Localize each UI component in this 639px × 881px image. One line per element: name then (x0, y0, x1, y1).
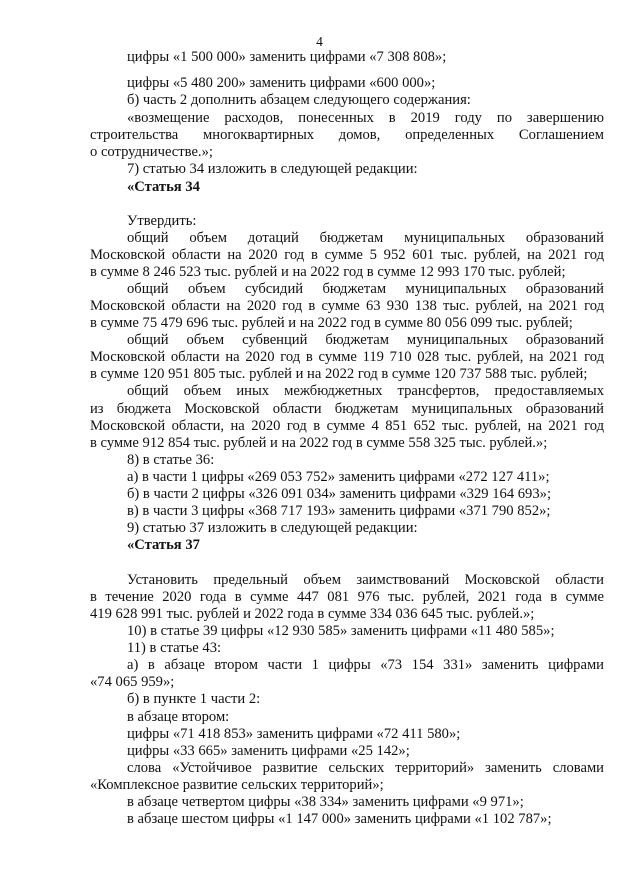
text-line: 11) в статье 43: (127, 640, 222, 656)
text-line: б) в пункте 1 части 2: (127, 691, 261, 707)
text-line: «74 065 959»; (90, 674, 175, 690)
text-line: в абзаце шестом цифры «1 147 000» заменить цифрами «1 102 787»; (127, 811, 552, 827)
text-line: в абзаце втором: (127, 709, 230, 725)
text-line: «возмещение расходов, понесенных в 2019 году по завершению (127, 110, 604, 126)
text-line: общий объем субвенций бюджетам муниципальных образований (127, 332, 604, 348)
text-line: общий объем иных межбюджетных трансфертов, предоставляемых (127, 383, 604, 399)
text-line: в сумме 120 951 805 тыс. рублей и на 2022 год в сумме 120 737 588 тыс. рублей; (90, 366, 588, 382)
text-line: б) часть 2 дополнить абзацем следующего содержания: (127, 92, 471, 108)
text-line: в) в части 3 цифры «368 717 193» заменить цифрами «371 790 852»; (127, 503, 551, 519)
text-line: в сумме 912 854 тыс. рублей и на 2022 год в сумме 558 325 тыс. рублей.»; (90, 435, 548, 451)
text-line: Московской области на 2020 год в сумме 63 930 138 тыс. рублей, на 2021 год (90, 298, 604, 314)
text-line: цифры «1 500 000» заменить цифрами «7 308 808»; (127, 49, 447, 65)
text-line: а) в абзаце втором части 1 цифры «73 154 331» заменить цифрами (127, 657, 604, 673)
text-line: 8) в статье 36: (127, 452, 215, 468)
text-line: в течение 2020 года в сумме 447 081 976 тыс. рублей, 2021 года в сумме (90, 589, 604, 605)
text-line: строительства многоквартирных домов, определенных Соглашением (90, 127, 604, 143)
text-line: 10) в статье 39 цифры «12 930 585» заменить цифрами «11 480 585»; (127, 623, 555, 639)
text-line: Московской области на 2020 год в сумме 119 710 028 тыс. рублей, на 2021 год (90, 349, 604, 365)
article-heading: «Статья 34 (127, 179, 200, 195)
text-line: б) в части 2 цифры «326 091 034» заменить цифрами «329 164 693»; (127, 486, 552, 502)
text-line: в сумме 8 246 523 тыс. рублей и на 2022 год в сумме 12 993 170 тыс. рублей; (90, 264, 566, 280)
text-line: 419 628 991 тыс. рублей и 2022 года в сумме 334 036 645 тыс. рублей.»; (90, 606, 535, 622)
text-line: а) в части 1 цифры «269 053 752» заменить цифрами «272 127 411»; (127, 469, 550, 485)
text-line: в абзаце четвертом цифры «38 334» заменить цифрами «9 971»; (127, 794, 524, 810)
article-heading: «Статья 37 (127, 537, 200, 553)
text-line: Установить предельный объем заимствований Московской области (127, 572, 604, 588)
text-line: 9) статью 37 изложить в следующей редакции: (127, 520, 418, 536)
text-line: Московской области на 2020 год в сумме 5 952 601 тыс. рублей, на 2021 год (90, 247, 604, 263)
text-line: общий объем дотаций бюджетам муниципальных образований (127, 230, 604, 246)
text-line: о сотрудничестве.»; (90, 144, 213, 160)
text-line: слова «Устойчивое развитие сельских территорий» заменить словами (127, 760, 604, 776)
text-line: в сумме 75 479 696 тыс. рублей и на 2022 год в сумме 80 056 099 тыс. рублей; (90, 315, 573, 331)
text-line: Московской области, на 2020 год в сумме 4 851 652 тыс. рублей, на 2021 год (90, 418, 604, 434)
text-line: цифры «71 418 853» заменить цифрами «72 411 580»; (127, 726, 461, 742)
text-line: общий объем субсидий бюджетам муниципальных образований (127, 281, 604, 297)
text-line: цифры «33 665» заменить цифрами «25 142»; (127, 743, 410, 759)
page-number: 4 (316, 34, 323, 49)
text-line: «Комплексное развитие сельских территорий»; (90, 777, 384, 793)
text-line: Утвердить: (127, 213, 197, 229)
text-line: 7) статью 34 изложить в следующей редакции: (127, 161, 418, 177)
text-line: цифры «5 480 200» заменить цифрами «600 000»; (127, 75, 436, 91)
text-line: из бюджета Московской области бюджетам муниципальных образований (90, 401, 604, 417)
